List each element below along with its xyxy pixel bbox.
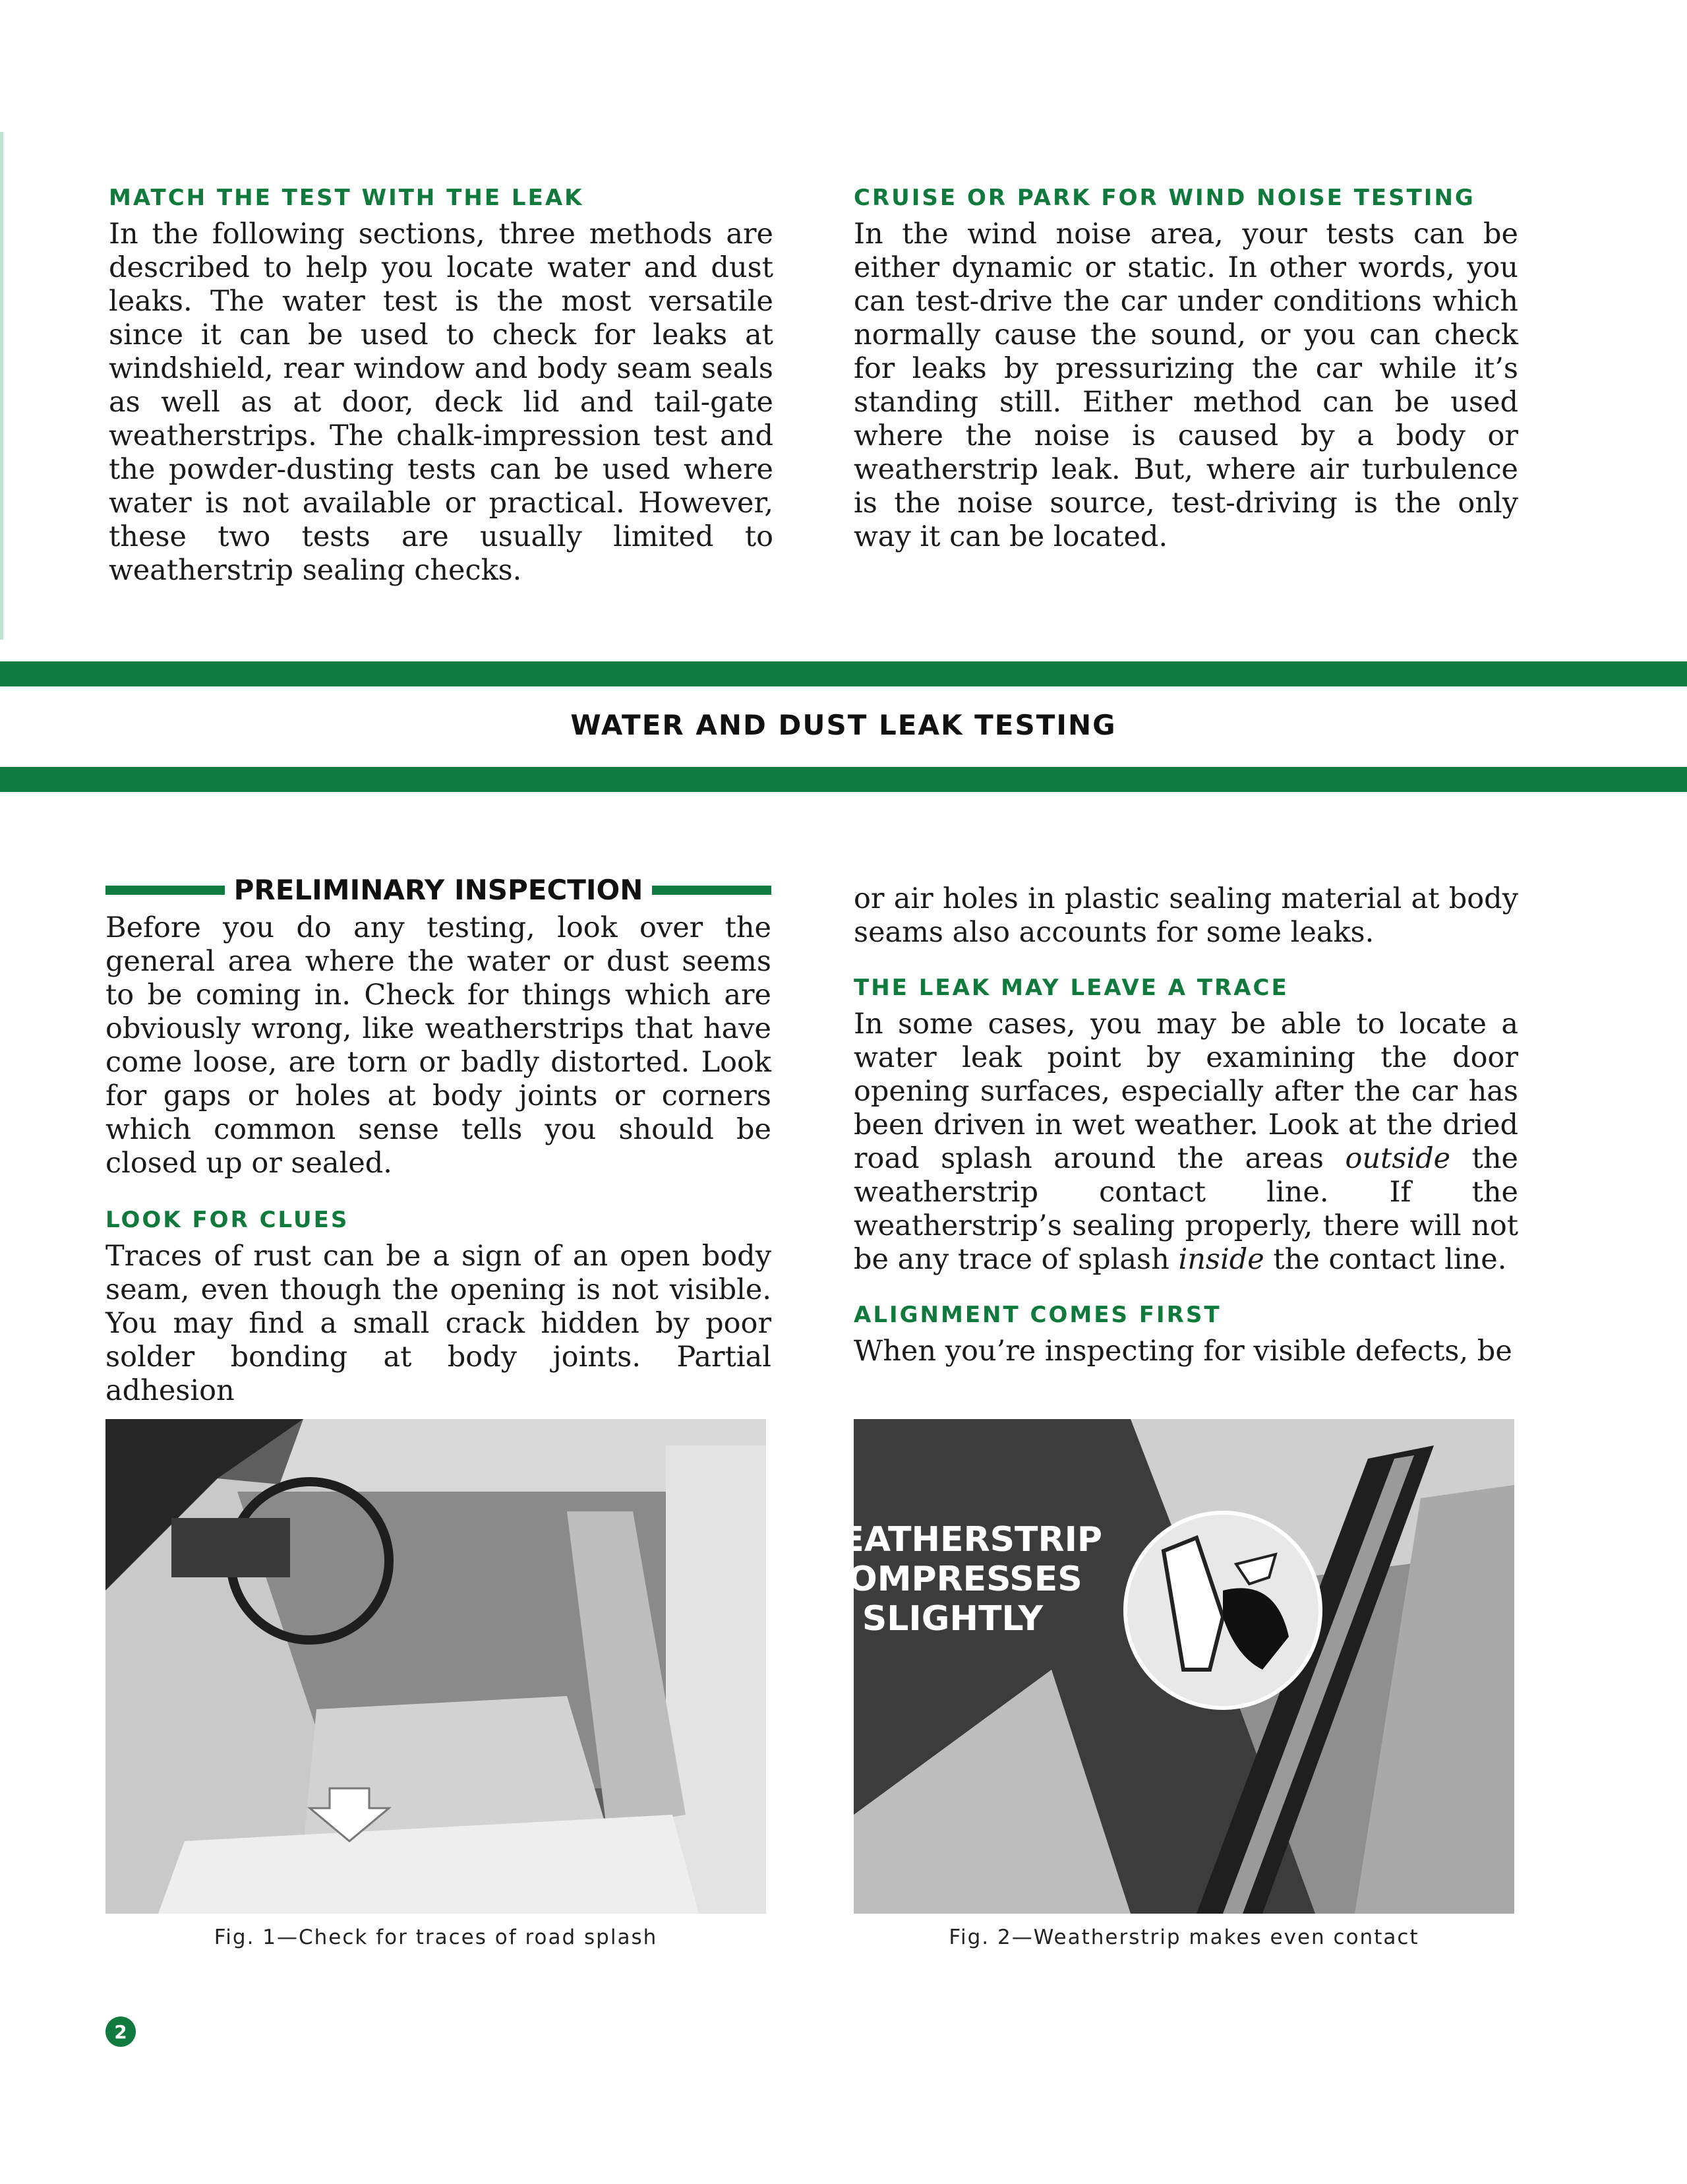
- heading-match-test: MATCH THE TEST WITH THE LEAK: [109, 185, 584, 211]
- figure-1-illustration: [105, 1419, 766, 1914]
- figure-2-label-line-1: WEATHERSTRIP: [802, 1520, 1103, 1560]
- page-number: 2: [105, 2017, 136, 2047]
- paragraph-alignment: When you’re inspecting for visible defects, be: [854, 1335, 1512, 1368]
- margin-rule: [0, 132, 3, 640]
- paragraph-clues: Traces of rust can be a sign of an open body seam, even though the opening is not visible. You may find a small crack hidden by poor solder bonding at body joints. Partial adhesion: [105, 1240, 771, 1407]
- paragraph-preliminary: Before you do any testing, look over the general area where the water or dust seems to be coming in. Check for things which are obviously wrong, like weatherstrips that have come loose, are torn or badly distorted. Look for gaps or holes at body joints or corners which common sense tells you should be closed up or sealed.: [105, 911, 771, 1180]
- paragraph-match-test: In the following sections, three methods are described to help you locate water and dust leaks. The water test is the most versatile since it can be used to check for leaks at windshield, rear window and body seam seals as well as at door, deck lid and tail-gate weatherstrips. The chalk-impression test and the powder-dusting tests can be used where water is not available or practical. However, these two tests are usually limited to weatherstrip sealing checks.: [109, 218, 773, 587]
- heading-wind-noise: CRUISE OR PARK FOR WIND NOISE TESTING: [854, 185, 1475, 211]
- heading-bar-left: [105, 886, 225, 895]
- heading-trace: THE LEAK MAY LEAVE A TRACE: [854, 975, 1289, 1001]
- band-top: [0, 661, 1687, 686]
- figure-2-label-line-2: COMPRESSES: [823, 1560, 1082, 1599]
- heading-clues: LOOK FOR CLUES: [105, 1207, 349, 1233]
- heading-alignment: ALIGNMENT COMES FIRST: [854, 1302, 1222, 1328]
- section-preliminary: [105, 874, 771, 1408]
- figure-2-caption: Fig. 2—Weatherstrip makes even contact: [949, 1926, 1419, 1949]
- band-bottom: [0, 767, 1687, 792]
- paragraph-trace: In some cases, you may be able to locate a water leak point by examining the door opening surfaces, especially after the car has been driven in wet weather. Look at the dried road splash around the areas outside the weatherstrip contact line. If the weatherstrip’s sealing properly, there will not be any trace of splash inside the contact line.: [854, 1008, 1518, 1276]
- figure-2-label-line-3: SLIGHTLY: [862, 1599, 1044, 1639]
- heading-preliminary: PRELIMINARY INSPECTION: [233, 874, 643, 906]
- figure-2-illustration: [802, 1419, 1514, 1914]
- section-match-test: [109, 185, 773, 588]
- section-title: WATER AND DUST LEAK TESTING: [570, 709, 1117, 741]
- section-trace: [854, 882, 1518, 1368]
- paragraph-wind-noise: In the wind noise area, your tests can be either dynamic or static. In other words, you can test-drive the car under conditions which normally cause the sound, or you can check for leaks by pressurizing the car while it’s standing still. Either method can be used where the noise is caused by a body or weatherstrip leak. But, where air turbulence is the noise source, test-driving is the only way it can be located.: [854, 218, 1518, 553]
- heading-bar-right: [652, 886, 771, 895]
- figure-1-caption: Fig. 1—Check for traces of road splash: [214, 1926, 658, 1949]
- section-wind-noise: [854, 185, 1518, 554]
- preliminary-heading-row: [105, 874, 771, 906]
- figure-2-photo: [802, 1419, 1514, 1914]
- paragraph-continued: or air holes in plastic sealing material at body seams also accounts for some leaks.: [854, 882, 1518, 949]
- figure-1-photo: [105, 1419, 766, 1914]
